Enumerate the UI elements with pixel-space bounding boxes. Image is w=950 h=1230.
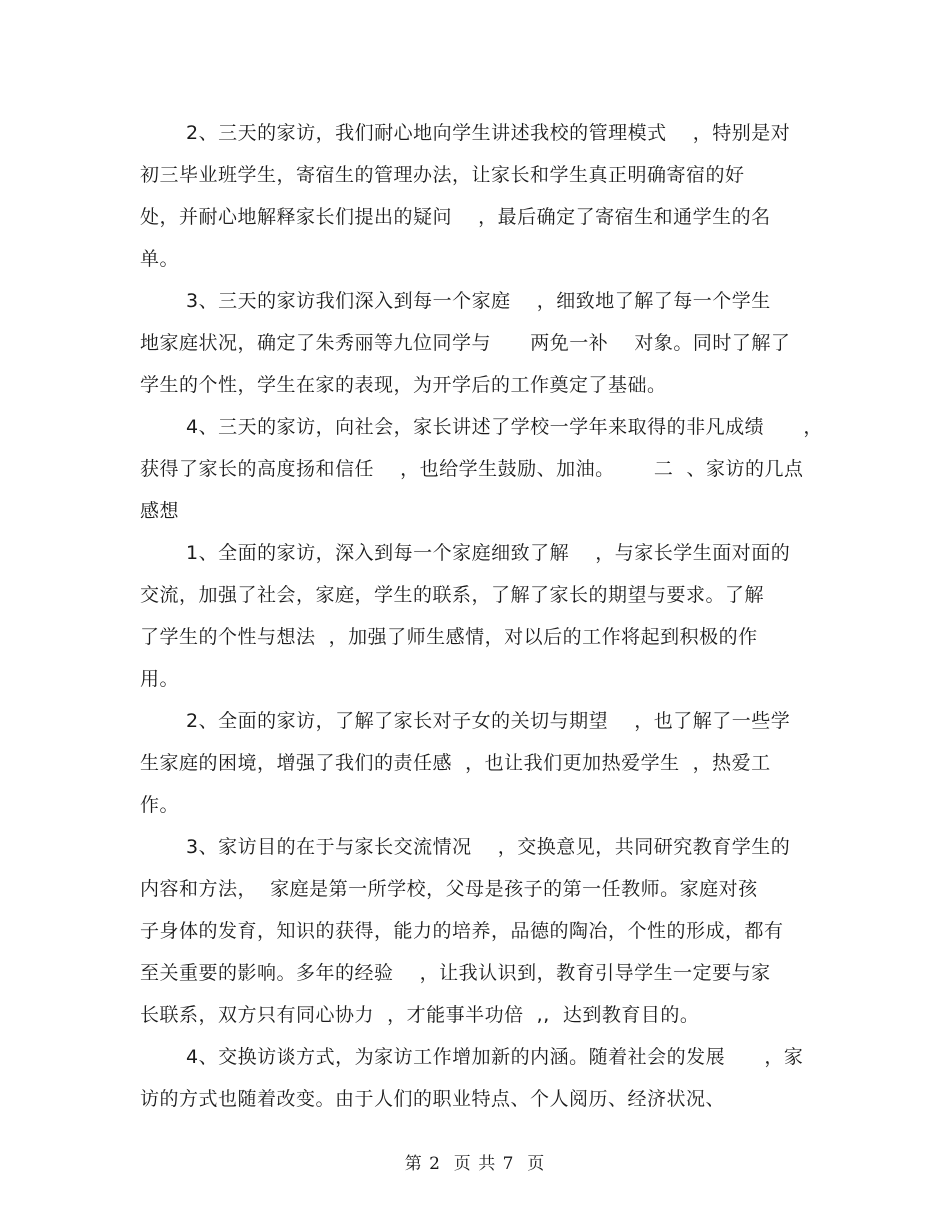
text-line: 初三毕业班学生，寄宿生的管理办法，让家长和学生真正明确寄宿的好 (140, 164, 745, 186)
body-text (140, 112, 823, 1120)
text-line: 4、三天的家访，向社会，家长讲述了学校一学年来取得的非凡成绩 ， (186, 416, 823, 438)
text-line: 交流，加强了社会，家庭，学生的联系，了解了家长的期望与要求。了解 (140, 584, 765, 606)
paragraph (140, 700, 820, 826)
text-line: 1、全面的家访，深入到每一个家庭细致了解 ，与家长学生面对面的 (186, 542, 791, 564)
text-line: 2、全面的家访，了解了家长对子女的关切与期望 ，也了解了一些学 (186, 710, 791, 732)
text-line: 3、三天的家访我们深入到每一个家庭 ，细致地了解了每一个学生 (186, 290, 771, 312)
text-line: 单。 (140, 248, 180, 270)
text-line: 地家庭状况，确定了朱秀丽等九位同学与 两免一补 对象。同时了解了 (140, 332, 791, 354)
text-line: 感想 (140, 500, 180, 522)
text-line: 长联系，双方只有同心协力 ，才能事半功倍 ,, 达到教育目的。 (140, 1004, 700, 1026)
text-line: 访的方式也随着改变。由于人们的职业特点、个人阅历、经济状况、 (140, 1088, 726, 1110)
text-line: 内容和方法， 家庭是第一所学校，父母是孩子的第一任教师。家庭对孩 (140, 878, 758, 900)
text-line: 2、三天的家访，我们耐心地向学生讲述我校的管理模式 ，特别是对 (186, 122, 791, 144)
paragraph (140, 406, 823, 532)
paragraph (140, 826, 820, 1036)
text-line: 获得了家长的高度扬和信任 ，也给学生鼓励、加油。 二 、家访的几点 (140, 458, 804, 480)
text-line: 4、交换访谈方式，为家访工作增加新的内涵。随着社会的发展 ，家 (186, 1046, 804, 1068)
text-line: 生家庭的困境，增强了我们的责任感 ，也让我们更加热爱学生 ，热爱工 (140, 752, 771, 774)
text-line: 子身体的发育，知识的获得，能力的培养，品德的陶冶，个性的形成，都有 (140, 920, 784, 942)
text-line: 作。 (140, 794, 180, 816)
text-line: 至关重要的影响。多年的经验 ，让我认识到，教育引导学生一定要与家 (140, 962, 771, 984)
text-line: 用。 (140, 668, 180, 690)
text-line: 3、家访目的在于与家长交流情况 ，交换意见，共同研究教育学生的 (186, 836, 791, 858)
paragraph (140, 532, 820, 700)
text-line: 了学生的个性与想法 ，加强了师生感情，对以后的工作将起到积极的作 (140, 626, 758, 648)
text-line: 学生的个性，学生在家的表现，为开学后的工作奠定了基础。 (140, 374, 667, 396)
paragraph (140, 280, 820, 406)
page-number-footer: 第 2 页 共 7 页 (404, 1154, 546, 1174)
text-line: 处，并耐心地解释家长们提出的疑问 ，最后确定了寄宿生和通学生的名 (140, 206, 771, 228)
paragraph (140, 1036, 820, 1120)
paragraph (140, 112, 820, 280)
